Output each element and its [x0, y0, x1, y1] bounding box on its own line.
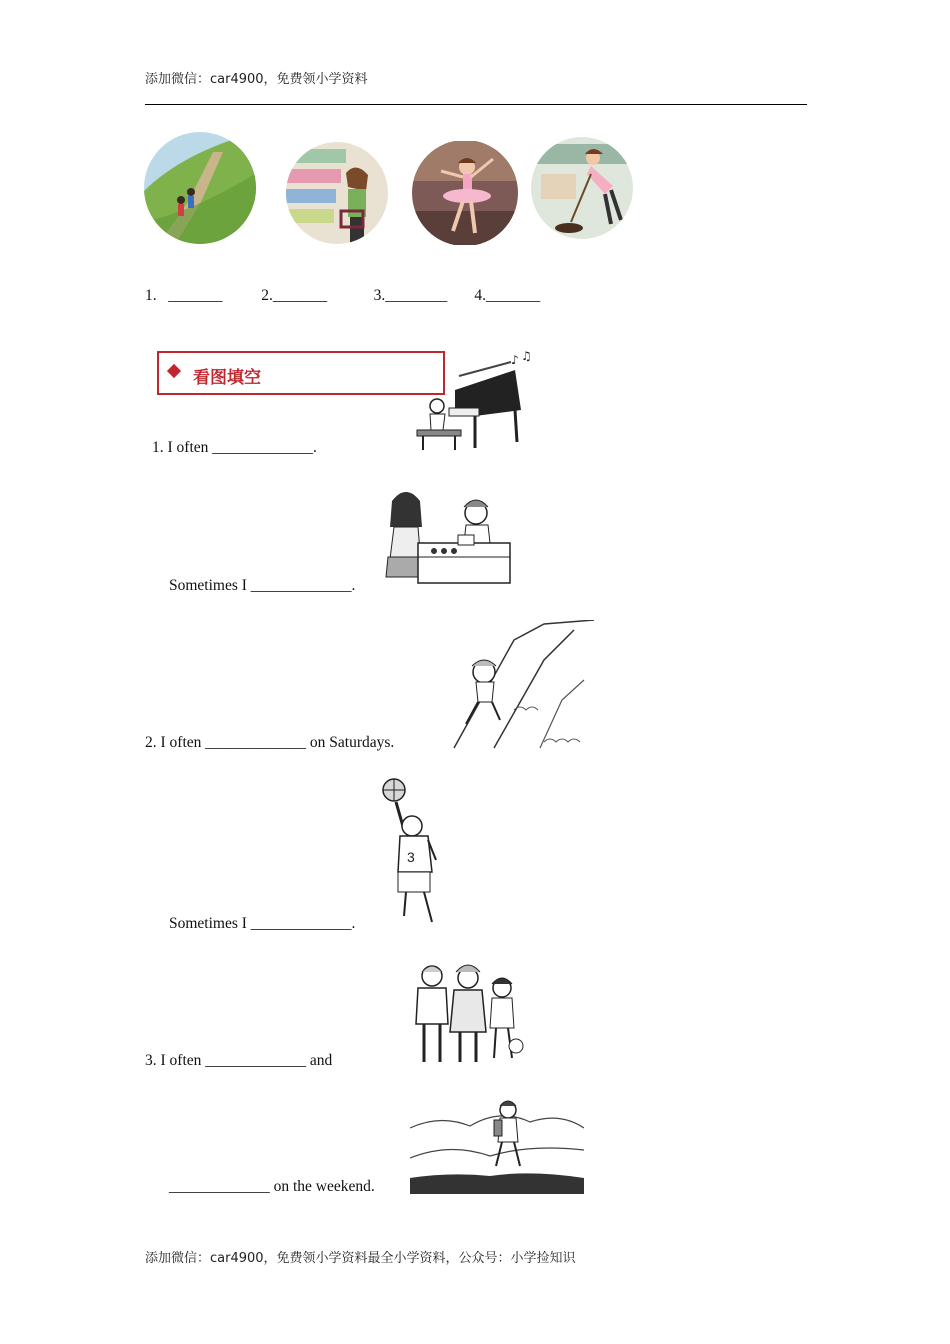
piano-player-illustration	[415, 350, 535, 454]
svg-text:♫: ♫	[521, 350, 532, 363]
grandparents-and-boy-illustration	[410, 962, 526, 1066]
shopping-counter-illustration	[378, 487, 514, 591]
footer-watermark-text: 添加微信：car4900，免费领小学资料最全小学资料，公众号：小学捡知识	[145, 1251, 576, 1266]
q2-line2: Sometimes I _____________.	[169, 915, 356, 932]
q2-line1: 2. I often _____________ on Saturdays.	[145, 734, 395, 751]
basketball-player-illustration	[378, 776, 444, 932]
q3-line2: _____________ on the weekend.	[169, 1178, 375, 1195]
shopping-girl-icon	[286, 139, 388, 246]
section-header-box	[157, 351, 445, 395]
ballet-dancer-icon	[411, 141, 519, 245]
hiking-boy-illustration	[410, 1098, 584, 1194]
red-diamond-icon	[167, 364, 181, 378]
top-answer-blanks: 1. _______ 2._______ 3.________ 4._______	[145, 287, 541, 304]
q1-line2: Sometimes I _____________.	[169, 577, 356, 594]
q3-line1: 3. I often _____________ and	[145, 1052, 333, 1069]
svg-text:3: 3	[407, 849, 415, 865]
header-divider	[145, 104, 807, 105]
header-watermark-text: 添加微信：car4900，免费领小学资料	[145, 72, 368, 87]
q1-line1: 1. I often _____________.	[152, 439, 317, 456]
hiking-on-hill-icon	[143, 132, 258, 245]
section-title: 看图填空	[193, 368, 261, 388]
sweeping-floor-icon	[531, 124, 633, 246]
mountain-climbing-illustration	[444, 620, 596, 750]
svg-text:♪: ♪	[511, 353, 519, 367]
